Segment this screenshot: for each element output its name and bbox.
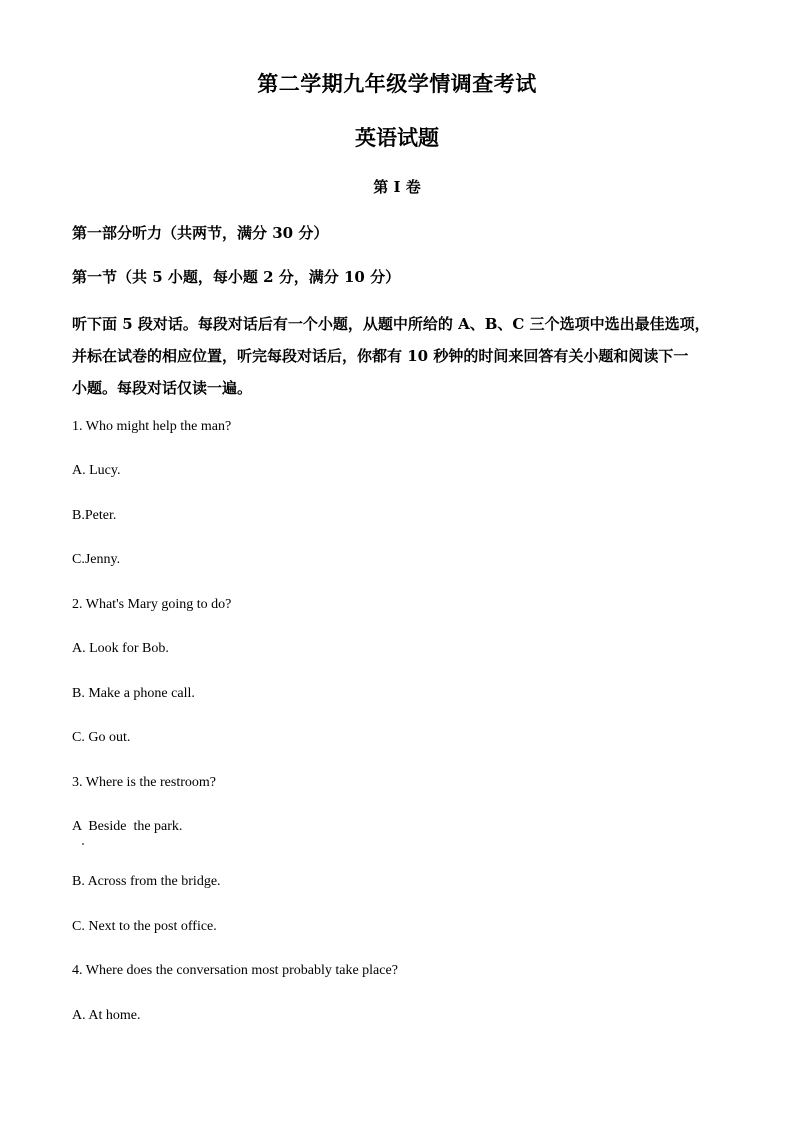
section-heading: 第一节（共 5 小题，每小题 2 分，满分 10 分） (72, 268, 401, 286)
answer-option: A. At home. (72, 1008, 141, 1023)
answer-option: A. Lucy. (72, 463, 121, 478)
instructions-line: 小题。每段对话仅读一遍。 (72, 379, 253, 397)
part-heading: 第一部分听力（共两节，满分 30 分） (72, 224, 329, 242)
answer-option: B. Across from the bridge. (72, 874, 221, 889)
instructions-line: 并标在试卷的相应位置，听完每段对话后，你都有 10 秒钟的时间来回答有关小题和阅读下一 (72, 347, 689, 365)
answer-option: C. Go out. (72, 730, 131, 745)
answer-option: A. Look for Bob. (72, 641, 169, 656)
answer-option: C.Jenny. (72, 552, 121, 567)
instructions-paragraph (72, 308, 732, 404)
subject-title: 英语试题 (355, 125, 439, 150)
volume-label: 第 I 卷 (373, 178, 421, 196)
answer-option: B. Make a phone call. (72, 686, 195, 701)
question-stem: 3. Where is the restroom? (72, 775, 216, 790)
answer-option: B.Peter. (72, 508, 117, 523)
stray-mark (82, 843, 84, 845)
question-stem: 1. Who might help the man? (72, 419, 232, 434)
question-stem: 4. Where does the conversation most probably take place? (72, 963, 398, 978)
exam-title: 第二学期九年级学情调查考试 (257, 71, 537, 96)
answer-option: A Beside the park. (72, 819, 183, 834)
instructions-line: 听下面 5 段对话。每段对话后有一个小题，从题中所给的 A、B、C 三个选项中选出最佳选项， (72, 315, 710, 333)
question-stem: 2. What's Mary going to do? (72, 597, 232, 612)
answer-option: C. Next to the post office. (72, 919, 217, 934)
